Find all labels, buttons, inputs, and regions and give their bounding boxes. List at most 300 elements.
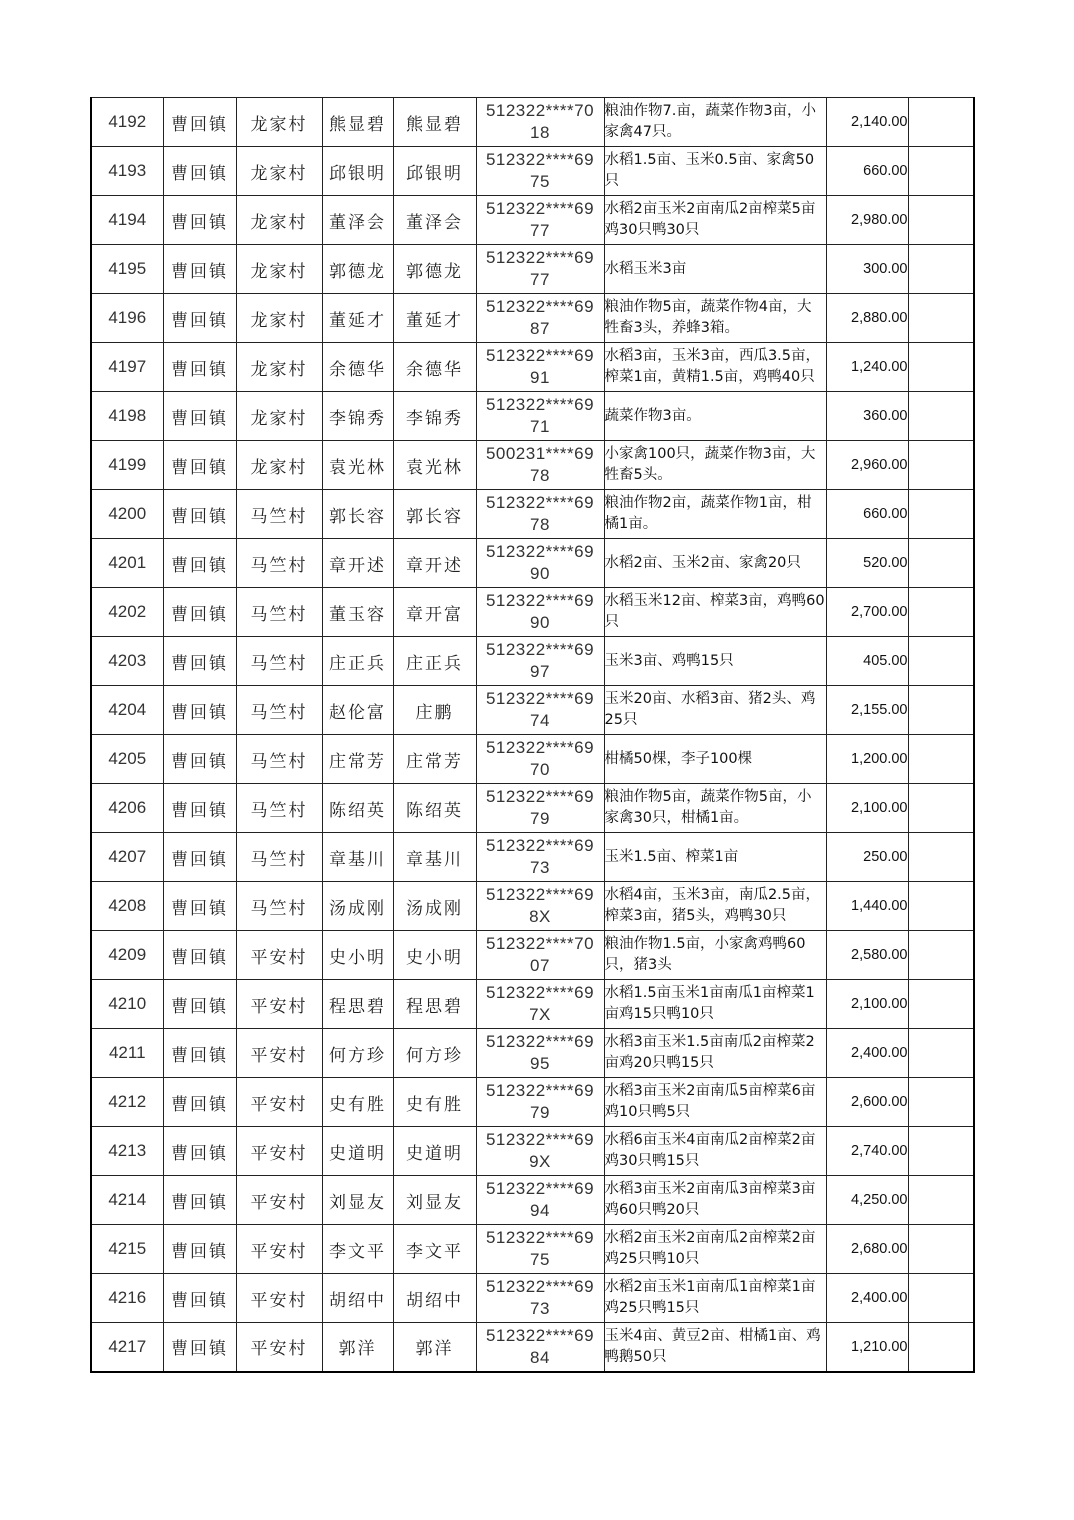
- remark-cell: [908, 98, 974, 147]
- payee-name-cell: 邱银明: [393, 147, 476, 196]
- remark-cell: [908, 490, 974, 539]
- id-number-cell: [476, 98, 604, 147]
- production-desc-text: 水稻4亩，玉米3亩，南瓜2.5亩，榨菜3亩，猪5头，鸡鸭30只: [604, 887, 821, 924]
- production-desc-cell: [604, 392, 826, 441]
- name-cell: 熊显碧: [322, 98, 393, 147]
- id-number-cell: [476, 1176, 604, 1225]
- village-cell: 马竺村: [236, 833, 322, 882]
- amount-cell: 4,250.00: [826, 1176, 908, 1225]
- production-desc-cell: [604, 1029, 826, 1078]
- remark-cell: [908, 980, 974, 1029]
- town-cell: 曹回镇: [163, 588, 236, 637]
- amount-cell: 660.00: [826, 490, 908, 539]
- name-cell: 董延才: [322, 294, 393, 343]
- remark-cell: [908, 1274, 974, 1323]
- name-cell: 程思碧: [322, 980, 393, 1029]
- table-row: [91, 392, 974, 441]
- subsidy-table: [90, 97, 975, 1373]
- amount-cell: 2,980.00: [826, 196, 908, 245]
- id-number-cell: [476, 343, 604, 392]
- village-cell: 平安村: [236, 1225, 322, 1274]
- amount-cell: 1,440.00: [826, 882, 908, 931]
- production-desc-text: 水稻1.5亩玉米1亩南瓜1亩榨菜1亩鸡15只鸭10只: [604, 985, 815, 1022]
- id-number-part2: 7X: [529, 1005, 551, 1024]
- id-number-part2: 91: [530, 368, 550, 387]
- row-number: 4211: [91, 1029, 163, 1078]
- village-cell: 平安村: [236, 1078, 322, 1127]
- id-number-cell: [476, 245, 604, 294]
- payee-name-cell: 何方珍: [393, 1029, 476, 1078]
- id-number-cell: [476, 1274, 604, 1323]
- amount-cell: 2,100.00: [826, 980, 908, 1029]
- id-number-part2: 07: [530, 956, 550, 975]
- id-number-cell: [476, 980, 604, 1029]
- production-desc-cell: [604, 245, 826, 294]
- id-number-part1: 512322****70: [485, 934, 595, 953]
- payee-name-cell: 刘显友: [393, 1176, 476, 1225]
- row-number: 4214: [91, 1176, 163, 1225]
- row-number: 4212: [91, 1078, 163, 1127]
- id-number-part1: 512322****69: [485, 150, 595, 169]
- id-number-cell: [476, 588, 604, 637]
- town-cell: 曹回镇: [163, 637, 236, 686]
- id-number-part2: 97: [530, 662, 550, 681]
- town-cell: 曹回镇: [163, 294, 236, 343]
- remark-cell: [908, 1127, 974, 1176]
- id-number-part2: 8X: [529, 907, 551, 926]
- table-row: [91, 686, 974, 735]
- id-number-cell: [476, 294, 604, 343]
- table-body: [91, 98, 974, 1372]
- id-number-part2: 75: [530, 1250, 550, 1269]
- id-number-part2: 75: [530, 172, 550, 191]
- row-number: 4199: [91, 441, 163, 490]
- production-desc-cell: [604, 343, 826, 392]
- production-desc-cell: [604, 147, 826, 196]
- name-cell: 董玉容: [322, 588, 393, 637]
- town-cell: 曹回镇: [163, 392, 236, 441]
- name-cell: 胡绍中: [322, 1274, 393, 1323]
- village-cell: 平安村: [236, 980, 322, 1029]
- remark-cell: [908, 1323, 974, 1372]
- amount-cell: 2,155.00: [826, 686, 908, 735]
- remark-cell: [908, 784, 974, 833]
- production-desc-cell: [604, 931, 826, 980]
- payee-name-cell: 庄正兵: [393, 637, 476, 686]
- row-number: 4197: [91, 343, 163, 392]
- amount-cell: 660.00: [826, 147, 908, 196]
- id-number-cell: [476, 196, 604, 245]
- production-desc-text: 水稻3亩玉米1.5亩南瓜2亩榨菜2亩鸡20只鸭15只: [604, 1034, 815, 1071]
- production-desc-text: 粮油作物5亩，蔬菜作物5亩，小家禽30只，柑橘1亩。: [604, 789, 812, 826]
- town-cell: 曹回镇: [163, 343, 236, 392]
- production-desc-cell: [604, 833, 826, 882]
- table-row: [91, 98, 974, 147]
- production-desc-cell: [604, 637, 826, 686]
- village-cell: 马竺村: [236, 490, 322, 539]
- amount-cell: 2,100.00: [826, 784, 908, 833]
- id-number-part1: 512322****69: [485, 248, 595, 267]
- row-number: 4202: [91, 588, 163, 637]
- village-cell: 平安村: [236, 1029, 322, 1078]
- town-cell: 曹回镇: [163, 98, 236, 147]
- village-cell: 平安村: [236, 1323, 322, 1372]
- id-number-cell: [476, 637, 604, 686]
- amount-cell: 250.00: [826, 833, 908, 882]
- id-number-part1: 512322****69: [485, 1325, 595, 1345]
- village-cell: 马竺村: [236, 735, 322, 784]
- table-row: [91, 931, 974, 980]
- remark-cell: [908, 1029, 974, 1078]
- id-number-part2: 90: [530, 564, 550, 583]
- village-cell: 龙家村: [236, 392, 322, 441]
- remark-cell: [908, 637, 974, 686]
- production-desc-text: 水稻6亩玉米4亩南瓜2亩榨菜2亩鸡30只鸭15只: [604, 1132, 816, 1169]
- village-cell: 龙家村: [236, 343, 322, 392]
- production-desc-text: 粮油作物5亩，蔬菜作物4亩，大牲畜3头，养蜂3箱。: [604, 299, 812, 336]
- name-cell: 庄正兵: [322, 637, 393, 686]
- village-cell: 平安村: [236, 1176, 322, 1225]
- amount-cell: 2,140.00: [826, 98, 908, 147]
- row-number: 4215: [91, 1225, 163, 1274]
- id-number-part1: 512322****69: [485, 591, 595, 610]
- production-desc-cell: [604, 1225, 826, 1274]
- table-row: [91, 1127, 974, 1176]
- id-number-part2: 74: [530, 711, 550, 730]
- name-cell: 赵伦富: [322, 686, 393, 735]
- id-number-part2: 77: [530, 270, 550, 289]
- id-number-part1: 512322****69: [485, 199, 595, 218]
- production-desc-cell: [604, 686, 826, 735]
- id-number-part2: 79: [530, 1103, 550, 1122]
- production-desc-cell: [604, 441, 826, 490]
- amount-cell: 2,400.00: [826, 1274, 908, 1323]
- village-cell: 马竺村: [236, 686, 322, 735]
- production-desc-text: 玉米20亩、水稻3亩、猪2头、鸡25只: [604, 691, 816, 728]
- name-cell: 陈绍英: [322, 784, 393, 833]
- name-cell: 史有胜: [322, 1078, 393, 1127]
- village-cell: 马竺村: [236, 588, 322, 637]
- row-number: 4192: [91, 98, 163, 147]
- remark-cell: [908, 588, 974, 637]
- name-cell: 郭德龙: [322, 245, 393, 294]
- remark-cell: [908, 1078, 974, 1127]
- table-row: [91, 588, 974, 637]
- row-number: 4208: [91, 882, 163, 931]
- remark-cell: [908, 245, 974, 294]
- id-number-part2: 90: [530, 613, 550, 632]
- town-cell: 曹回镇: [163, 1176, 236, 1225]
- row-number: 4200: [91, 490, 163, 539]
- remark-cell: [908, 1225, 974, 1274]
- table-row: [91, 784, 974, 833]
- remark-cell: [908, 931, 974, 980]
- remark-cell: [908, 392, 974, 441]
- id-number-cell: [476, 490, 604, 539]
- table-row: [91, 1029, 974, 1078]
- table-row: [91, 147, 974, 196]
- payee-name-cell: 程思碧: [393, 980, 476, 1029]
- id-number-part1: 512322****70: [485, 101, 595, 120]
- id-number-cell: [476, 833, 604, 882]
- id-number-part1: 512322****69: [485, 493, 595, 512]
- payee-name-cell: 郭德龙: [393, 245, 476, 294]
- table-row: [91, 1078, 974, 1127]
- row-number: 4201: [91, 539, 163, 588]
- row-number: 4195: [91, 245, 163, 294]
- table-row: [91, 294, 974, 343]
- table-row: [91, 735, 974, 784]
- remark-cell: [908, 196, 974, 245]
- table-row: [91, 245, 974, 294]
- payee-name-cell: 李文平: [393, 1225, 476, 1274]
- payee-name-cell: 熊显碧: [393, 98, 476, 147]
- id-number-part1: 512322****69: [485, 395, 595, 414]
- id-number-part1: 512322****69: [485, 1277, 595, 1296]
- remark-cell: [908, 147, 974, 196]
- table-row: [91, 490, 974, 539]
- payee-name-cell: 董延才: [393, 294, 476, 343]
- name-cell: 何方珍: [322, 1029, 393, 1078]
- table-row: [91, 882, 974, 931]
- town-cell: 曹回镇: [163, 735, 236, 784]
- production-desc-text: 粮油作物2亩，蔬菜作物1亩，柑橘1亩。: [604, 495, 812, 532]
- production-desc-cell: [604, 294, 826, 343]
- amount-cell: 300.00: [826, 245, 908, 294]
- town-cell: 曹回镇: [163, 1127, 236, 1176]
- table-row: [91, 980, 974, 1029]
- amount-cell: 2,600.00: [826, 1078, 908, 1127]
- production-desc-cell: [604, 1078, 826, 1127]
- production-desc-cell: [604, 539, 826, 588]
- production-desc-cell: [604, 735, 826, 784]
- town-cell: 曹回镇: [163, 490, 236, 539]
- id-number-part1: 512322****69: [485, 640, 595, 659]
- town-cell: 曹回镇: [163, 1078, 236, 1127]
- payee-name-cell: 庄鹏: [393, 686, 476, 735]
- id-number-part1: 512322****69: [485, 542, 595, 561]
- id-number-cell: [476, 882, 604, 931]
- row-number: 4209: [91, 931, 163, 980]
- remark-cell: [908, 882, 974, 931]
- id-number-part2: 73: [530, 1299, 550, 1318]
- id-number-part2: 77: [530, 221, 550, 240]
- id-number-cell: [476, 931, 604, 980]
- town-cell: 曹回镇: [163, 1323, 236, 1372]
- production-desc-text: 水稻2亩玉米2亩南瓜2亩榨菜5亩鸡30只鸭30只: [604, 201, 816, 238]
- production-desc-text: 水稻2亩玉米1亩南瓜1亩榨菜1亩鸡25只鸭15只: [604, 1279, 816, 1316]
- amount-cell: 2,580.00: [826, 931, 908, 980]
- id-number-cell: [476, 784, 604, 833]
- production-desc-cell: [604, 98, 826, 147]
- payee-name-cell: 章开述: [393, 539, 476, 588]
- name-cell: 章开述: [322, 539, 393, 588]
- id-number-part1: 512322****69: [485, 346, 595, 365]
- remark-cell: [908, 686, 974, 735]
- row-number: 4203: [91, 637, 163, 686]
- table-row: [91, 196, 974, 245]
- production-desc-text: 小家禽100只，蔬菜作物3亩，大牲畜5头。: [604, 446, 816, 483]
- id-number-cell: [476, 735, 604, 784]
- payee-name-cell: 李锦秀: [393, 392, 476, 441]
- id-number-cell: [476, 539, 604, 588]
- id-number-cell: [476, 686, 604, 735]
- town-cell: 曹回镇: [163, 1029, 236, 1078]
- production-desc-cell: [604, 1323, 826, 1372]
- village-cell: 龙家村: [236, 294, 322, 343]
- amount-cell: 405.00: [826, 637, 908, 686]
- id-number-part2: 78: [530, 515, 550, 534]
- town-cell: 曹回镇: [163, 980, 236, 1029]
- production-desc-text: 水稻玉米3亩: [604, 260, 687, 277]
- town-cell: 曹回镇: [163, 784, 236, 833]
- name-cell: 刘显友: [322, 1176, 393, 1225]
- id-number-part2: 94: [530, 1201, 550, 1220]
- name-cell: 李锦秀: [322, 392, 393, 441]
- payee-name-cell: 袁光林: [393, 441, 476, 490]
- production-desc-cell: [604, 1127, 826, 1176]
- village-cell: 马竺村: [236, 784, 322, 833]
- payee-name-cell: 陈绍英: [393, 784, 476, 833]
- production-desc-cell: [604, 882, 826, 931]
- village-cell: 龙家村: [236, 441, 322, 490]
- town-cell: 曹回镇: [163, 539, 236, 588]
- production-desc-text: 玉米3亩、鸡鸭15只: [604, 652, 734, 669]
- name-cell: 汤成刚: [322, 882, 393, 931]
- remark-cell: [908, 735, 974, 784]
- village-cell: 龙家村: [236, 245, 322, 294]
- row-number: 4210: [91, 980, 163, 1029]
- id-number-part1: 512322****69: [485, 983, 595, 1002]
- table-row: [91, 637, 974, 686]
- id-number-part1: 512322****69: [485, 738, 595, 757]
- amount-cell: 1,210.00: [826, 1323, 908, 1372]
- village-cell: 龙家村: [236, 196, 322, 245]
- town-cell: 曹回镇: [163, 441, 236, 490]
- id-number-part1: 512322****69: [485, 297, 595, 316]
- id-number-part1: 512322****69: [485, 836, 595, 855]
- id-number-part2: 87: [530, 319, 550, 338]
- name-cell: 史小明: [322, 931, 393, 980]
- production-desc-cell: [604, 784, 826, 833]
- remark-cell: [908, 294, 974, 343]
- payee-name-cell: 汤成刚: [393, 882, 476, 931]
- name-cell: 章基川: [322, 833, 393, 882]
- payee-name-cell: 章基川: [393, 833, 476, 882]
- payee-name-cell: 余德华: [393, 343, 476, 392]
- production-desc-text: 水稻3亩玉米2亩南瓜5亩榨菜6亩鸡10只鸭5只: [604, 1083, 816, 1120]
- id-number-part1: 512322****69: [485, 1130, 595, 1149]
- payee-name-cell: 史小明: [393, 931, 476, 980]
- payee-name-cell: 史道明: [393, 1127, 476, 1176]
- village-cell: 马竺村: [236, 539, 322, 588]
- table-row: [91, 343, 974, 392]
- id-number-part1: 512322****69: [485, 1081, 595, 1100]
- village-cell: 龙家村: [236, 98, 322, 147]
- id-number-part1: 512322****69: [485, 689, 595, 708]
- production-desc-text: 粮油作物1.5亩，小家禽鸡鸭60只，猪3头: [604, 936, 806, 973]
- name-cell: 李文平: [322, 1225, 393, 1274]
- payee-name-cell: 董泽会: [393, 196, 476, 245]
- town-cell: 曹回镇: [163, 245, 236, 294]
- id-number-cell: [476, 392, 604, 441]
- amount-cell: 1,240.00: [826, 343, 908, 392]
- production-desc-text: 水稻1.5亩、玉米0.5亩、家禽50只: [604, 152, 815, 189]
- row-number: 4213: [91, 1127, 163, 1176]
- payee-name-cell: 郭洋: [393, 1323, 476, 1372]
- village-cell: 平安村: [236, 931, 322, 980]
- table-row: [91, 539, 974, 588]
- id-number-part2: 84: [530, 1347, 550, 1367]
- town-cell: 曹回镇: [163, 882, 236, 931]
- id-number-part2: 71: [530, 417, 550, 436]
- amount-cell: 2,880.00: [826, 294, 908, 343]
- id-number-cell: [476, 1225, 604, 1274]
- name-cell: 董泽会: [322, 196, 393, 245]
- village-cell: 平安村: [236, 1127, 322, 1176]
- id-number-part2: 73: [530, 858, 550, 877]
- row-number: 4217: [91, 1323, 163, 1372]
- production-desc-cell: [604, 1176, 826, 1225]
- id-number-part1: 512322****69: [485, 1179, 595, 1198]
- production-desc-text: 水稻3亩，玉米3亩，西瓜3.5亩，榨菜1亩，黄精1.5亩，鸡鸭40只: [604, 348, 821, 385]
- amount-cell: 2,680.00: [826, 1225, 908, 1274]
- production-desc-cell: [604, 490, 826, 539]
- name-cell: 袁光林: [322, 441, 393, 490]
- amount-cell: 520.00: [826, 539, 908, 588]
- production-desc-text: 粮油作物7.亩，蔬菜作物3亩，小家禽47只。: [604, 103, 817, 140]
- name-cell: 史道明: [322, 1127, 393, 1176]
- id-number-cell: [476, 1127, 604, 1176]
- id-number-part2: 78: [530, 466, 550, 485]
- production-desc-cell: [604, 980, 826, 1029]
- table-row: [91, 1323, 974, 1372]
- amount-cell: 2,700.00: [826, 588, 908, 637]
- table-row: [91, 441, 974, 490]
- id-number-part2: 95: [530, 1054, 550, 1073]
- row-number: 4206: [91, 784, 163, 833]
- name-cell: 邱银明: [322, 147, 393, 196]
- payee-name-cell: 胡绍中: [393, 1274, 476, 1323]
- table-row: [91, 1176, 974, 1225]
- id-number-cell: [476, 1078, 604, 1127]
- amount-cell: 1,200.00: [826, 735, 908, 784]
- id-number-part1: 512322****69: [485, 1228, 595, 1247]
- production-desc-cell: [604, 196, 826, 245]
- id-number-part2: 70: [530, 760, 550, 779]
- name-cell: 余德华: [322, 343, 393, 392]
- production-desc-text: 柑橘50棵，李子100棵: [604, 750, 753, 767]
- production-desc-cell: [604, 588, 826, 637]
- village-cell: 马竺村: [236, 637, 322, 686]
- production-desc-cell: [604, 1274, 826, 1323]
- table-row: [91, 833, 974, 882]
- production-desc-text: 水稻3亩玉米2亩南瓜3亩榨菜3亩鸡60只鸭20只: [604, 1181, 816, 1218]
- remark-cell: [908, 441, 974, 490]
- id-number-part2: 9X: [529, 1152, 551, 1171]
- production-desc-text: 水稻2亩玉米2亩南瓜2亩榨菜2亩鸡25只鸭10只: [604, 1230, 816, 1267]
- amount-cell: 2,960.00: [826, 441, 908, 490]
- payee-name-cell: 郭长容: [393, 490, 476, 539]
- amount-cell: 2,400.00: [826, 1029, 908, 1078]
- town-cell: 曹回镇: [163, 1274, 236, 1323]
- name-cell: 郭长容: [322, 490, 393, 539]
- row-number: 4204: [91, 686, 163, 735]
- id-number-cell: [476, 441, 604, 490]
- name-cell: 庄常芳: [322, 735, 393, 784]
- name-cell: 郭洋: [322, 1323, 393, 1372]
- remark-cell: [908, 539, 974, 588]
